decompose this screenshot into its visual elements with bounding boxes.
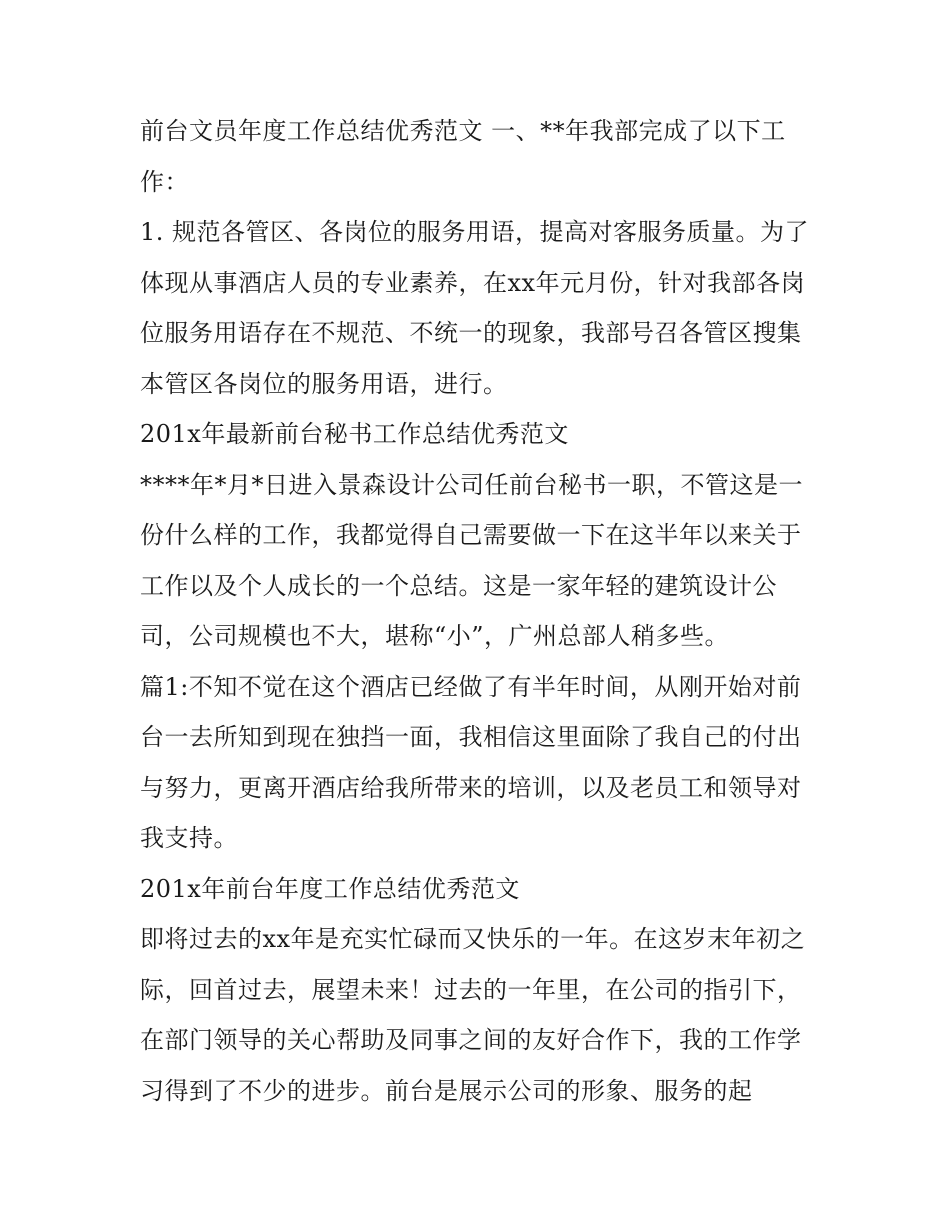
paragraph-item-1: 1. 规范各管区、各岗位的服务用语，提高对客服务质量。为了体现从事酒店人员的专业素养，在xx年元月份，针对我部各岗位服务用语存在不规范、不统一的现象，我部号召各管区搜集本管区各岗位的服务用语，进行。 <box>140 218 810 398</box>
paragraph-annual-body: 即将过去的xx年是充实忙碌而又快乐的一年。在这岁末年初之际，回首过去，展望未来！过去的一年里，在公司的指引下，在部门领导的关心帮助及同事之间的友好合作下，我的工作学习得到了不少的进步。前台是展示公司的形象、服务的起 <box>140 925 806 1105</box>
paragraph-heading-annual: 201x年前台年度工作总结优秀范文 <box>140 874 520 903</box>
paragraph-heading-secretary: 201x年最新前台秘书工作总结优秀范文 <box>140 420 569 448</box>
paragraph-secretary-body: ****年*月*日进入景森设计公司任前台秘书一职，不管这是一份什么样的工作，我都觉得自己需要做一下在这半年以来关于工作以及个人成长的一个总结。这是一家年轻的建筑设计公司，公司规模也不大，堪称“小”，广州总部人稍多些。 <box>140 470 803 650</box>
document-body <box>140 106 820 1116</box>
paragraph-hotel-body: 篇1:不知不觉在这个酒店已经做了有半年时间，从刚开始对前台一去所知到现在独挡一面，我相信这里面除了我自己的付出与努力，更离开酒店给我所带来的培训，以及老员工和领导对我支持。 <box>140 672 802 852</box>
paragraph-intro-title: 前台文员年度工作总结优秀范文 一、**年我部完成了以下工作： <box>140 117 786 196</box>
